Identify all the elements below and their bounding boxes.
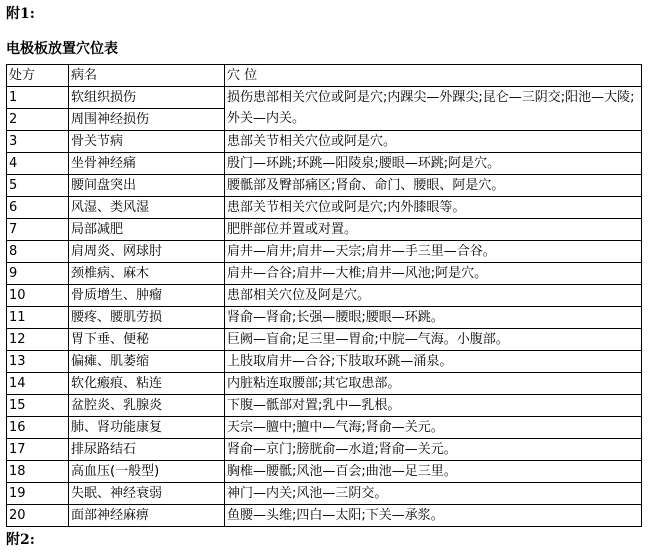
- acupoint-table: [6, 64, 642, 527]
- table-row: [7, 461, 642, 483]
- table-row: [7, 417, 642, 439]
- attachment-1-label: 附1:: [6, 6, 35, 22]
- row-disease: 高血压(一般型): [69, 461, 225, 483]
- header-prescription: 处方: [7, 65, 69, 87]
- row-acupoints: 胸椎—腰骶;风池—百会;曲池—足三里。: [225, 461, 642, 483]
- table-row: [7, 483, 642, 505]
- row-disease: 颈椎病、麻木: [69, 263, 225, 285]
- row-disease: 偏瘫、肌萎缩: [69, 351, 225, 373]
- row-disease: 骨关节病: [69, 131, 225, 153]
- row-acupoints: 巨阙—盲俞;足三里—胃俞;中脘—气海。小腹部。: [225, 329, 642, 351]
- row-acupoints: 殷门—环跳;环跳—阳陵泉;腰眼—环跳;阿是穴。: [225, 153, 642, 175]
- row-id: 5: [7, 175, 69, 197]
- row-disease: 软化瘢痕、粘连: [69, 373, 225, 395]
- table-row: [7, 197, 642, 219]
- table-row: [7, 87, 642, 109]
- row-id: 7: [7, 219, 69, 241]
- row-acupoints: 鱼腰—头维;四白—太阳;下关—承浆。: [225, 505, 642, 527]
- row-id: 10: [7, 285, 69, 307]
- table-row: [7, 219, 642, 241]
- row-acupoints: 肩井—肩井;肩井—天宗;肩井—手三里—合谷。: [225, 241, 642, 263]
- row-acupoints: 天宗—膻中;膻中—气海;肾俞—关元。: [225, 417, 642, 439]
- row-id: 20: [7, 505, 69, 527]
- row-acupoints: 肾俞—京门;膀胱俞—水道;肾俞—关元。: [225, 439, 642, 461]
- row-id: 9: [7, 263, 69, 285]
- row-id: 6: [7, 197, 69, 219]
- row-disease: 腰疼、腰肌劳损: [69, 307, 225, 329]
- table-row: [7, 175, 642, 197]
- header-disease: 病名: [69, 65, 225, 87]
- row-acupoints: 肩井—合谷;肩井—大椎;肩井—风池;阿是穴。: [225, 263, 642, 285]
- table-header-row: [7, 65, 642, 87]
- table-row: [7, 131, 642, 153]
- row-disease: 面部神经麻痹: [69, 505, 225, 527]
- table-row: [7, 505, 642, 527]
- row-acupoints: 患部关节相关穴位或阿是穴。: [225, 131, 642, 153]
- table-row: [7, 373, 642, 395]
- row-disease: 排尿路结石: [69, 439, 225, 461]
- row-id: 17: [7, 439, 69, 461]
- table-row: [7, 285, 642, 307]
- row-disease: 肺、肾功能康复: [69, 417, 225, 439]
- row-disease: 盆腔炎、乳腺炎: [69, 395, 225, 417]
- row-disease: 风湿、类风湿: [69, 197, 225, 219]
- row-disease: 坐骨神经痛: [69, 153, 225, 175]
- row-acupoints: 肾俞—肾俞;长强—腰眼;腰眼—环跳。: [225, 307, 642, 329]
- row-acupoints: 下腹—骶部对置;乳中—乳根。: [225, 395, 642, 417]
- header-acupoints: 穴 位: [225, 65, 642, 87]
- row-id: 2: [7, 109, 69, 131]
- row-id: 12: [7, 329, 69, 351]
- table-row: [7, 351, 642, 373]
- row-disease: 软组织损伤: [69, 87, 225, 109]
- row-id: 13: [7, 351, 69, 373]
- row-disease: 骨质增生、肿瘤: [69, 285, 225, 307]
- table-row: [7, 153, 642, 175]
- row-id: 4: [7, 153, 69, 175]
- row-acupoints: 上肢取肩井—合谷;下肢取环跳—涌泉。: [225, 351, 642, 373]
- row-disease: 周围神经损伤: [69, 109, 225, 131]
- table-row: [7, 329, 642, 351]
- table-row: [7, 263, 642, 285]
- row-acupoints: 内脏粘连取腰部;其它取患部。: [225, 373, 642, 395]
- row-id: 18: [7, 461, 69, 483]
- table-row: [7, 439, 642, 461]
- row-disease: 腰间盘突出: [69, 175, 225, 197]
- row-acupoints: 损伤患部相关穴位或阿是穴;内踝尖—外踝尖;昆仑—三阴交;阳池—大陵;外关—内关。: [225, 87, 642, 131]
- table-row: [7, 241, 642, 263]
- row-disease: 失眠、神经衰弱: [69, 483, 225, 505]
- table-row: [7, 395, 642, 417]
- table-row: [7, 307, 642, 329]
- row-id: 19: [7, 483, 69, 505]
- row-acupoints: 患部相关穴位及阿是穴。: [225, 285, 642, 307]
- row-disease: 肩周炎、网球肘: [69, 241, 225, 263]
- row-acupoints: 肥胖部位并置或对置。: [225, 219, 642, 241]
- row-acupoints: 患部关节相关穴位或阿是穴;内外膝眼等。: [225, 197, 642, 219]
- row-disease: 胃下垂、便秘: [69, 329, 225, 351]
- row-acupoints: 神门—内关;风池—三阴交。: [225, 483, 642, 505]
- row-id: 16: [7, 417, 69, 439]
- row-id: 14: [7, 373, 69, 395]
- row-id: 3: [7, 131, 69, 153]
- row-id: 11: [7, 307, 69, 329]
- row-id: 15: [7, 395, 69, 417]
- table-title: 电极板放置穴位表: [6, 41, 118, 57]
- attachment-2-label: 附2:: [6, 532, 35, 548]
- row-id: 1: [7, 87, 69, 109]
- row-disease: 局部减肥: [69, 219, 225, 241]
- row-acupoints: 腰骶部及臀部痛区;肾俞、命门、腰眼、阿是穴。: [225, 175, 642, 197]
- row-id: 8: [7, 241, 69, 263]
